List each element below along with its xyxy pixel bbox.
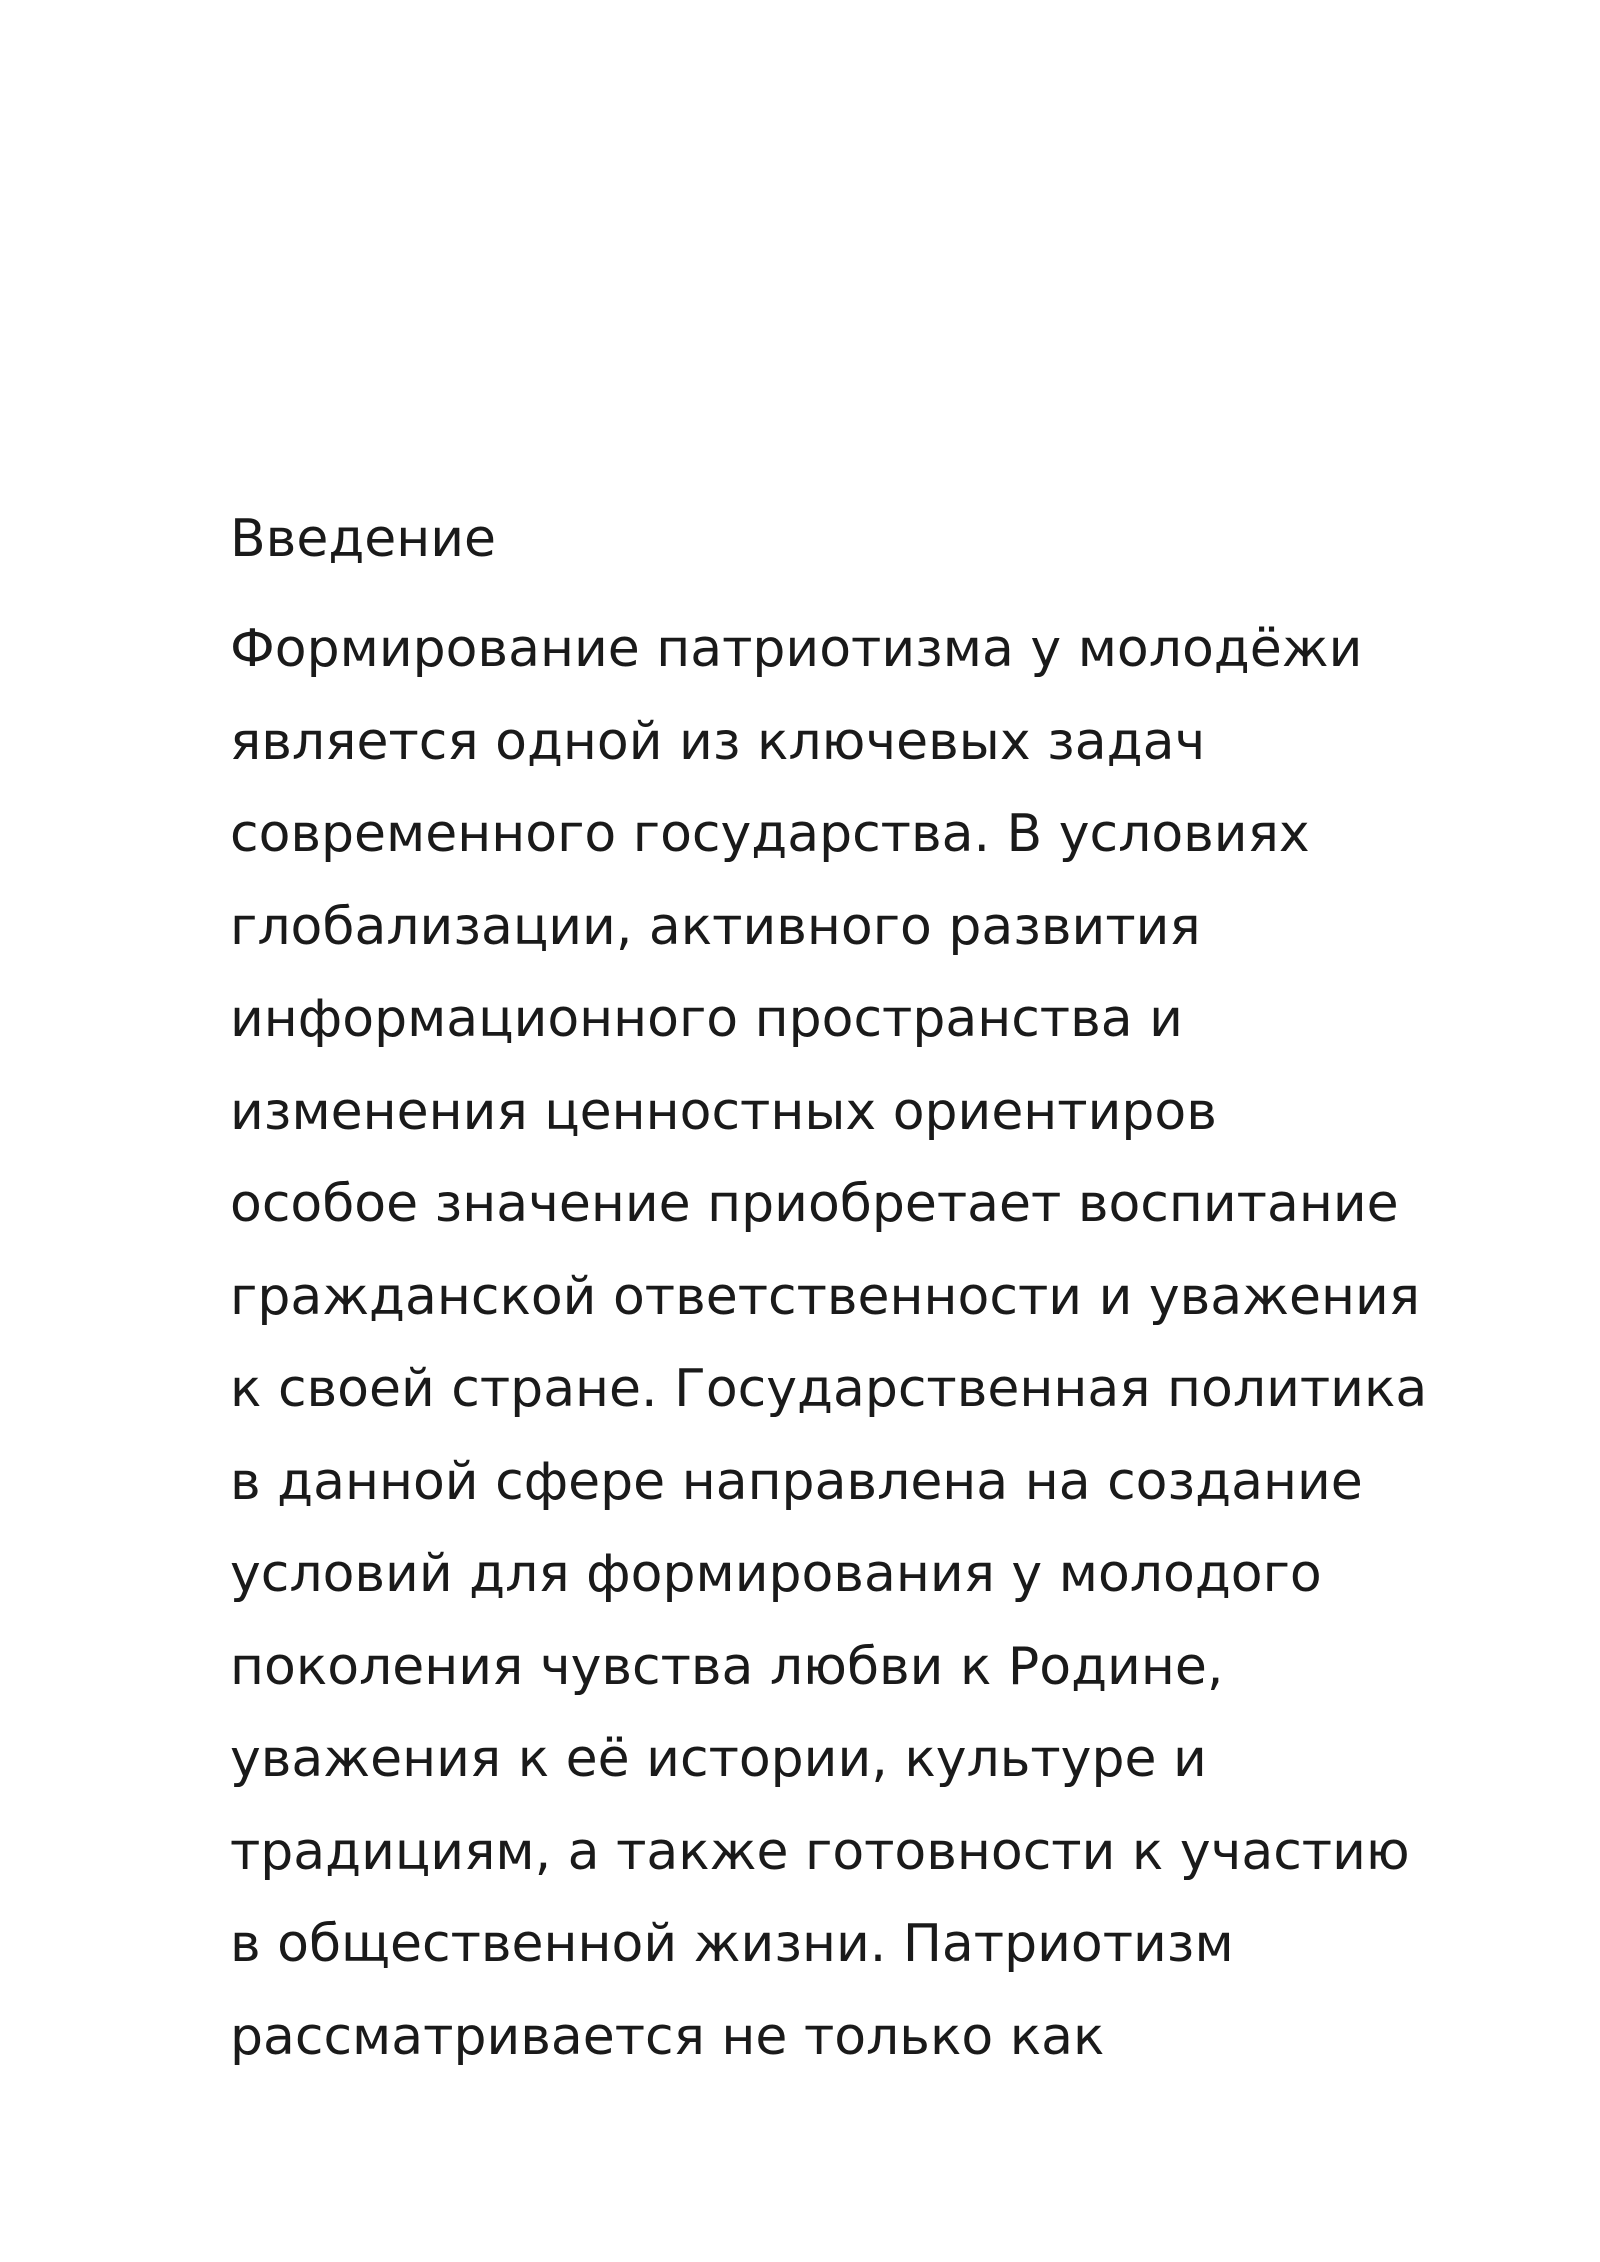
body-line: уважения к её истории, культуре и [230, 1729, 1207, 1789]
body-line: изменения ценностных ориентиров [230, 1081, 1217, 1142]
body-line: особое значение приобретает воспитание [230, 1174, 1399, 1234]
body-line: гражданской ответственности и уважения [230, 1266, 1421, 1327]
body-line: к своей стране. Государственная политика [230, 1359, 1428, 1419]
body-line: глобализации, активного развития [230, 896, 1201, 957]
body-line: является одной из ключевых задач [230, 711, 1206, 772]
body-line: современного государства. В условиях [230, 804, 1310, 864]
body-line: информационного пространства и [230, 989, 1183, 1049]
body-line: поколения чувства любви к Родине, [230, 1636, 1224, 1697]
document-text [230, 495, 1550, 2083]
body-line: традициям, а также готовности к участию [230, 1821, 1410, 1882]
body-line: в общественной жизни. Патриотизм [230, 1914, 1234, 1974]
body-line: Формирование патриотизма у молодёжи [230, 619, 1363, 679]
body-paragraph [230, 603, 1550, 2083]
body-line: в данной сфере направлена на создание [230, 1451, 1363, 1512]
body-line: рассматривается не только как [230, 2006, 1105, 2067]
body-line: условий для формирования у молодого [230, 1544, 1322, 1604]
section-heading: Введение [230, 509, 497, 569]
